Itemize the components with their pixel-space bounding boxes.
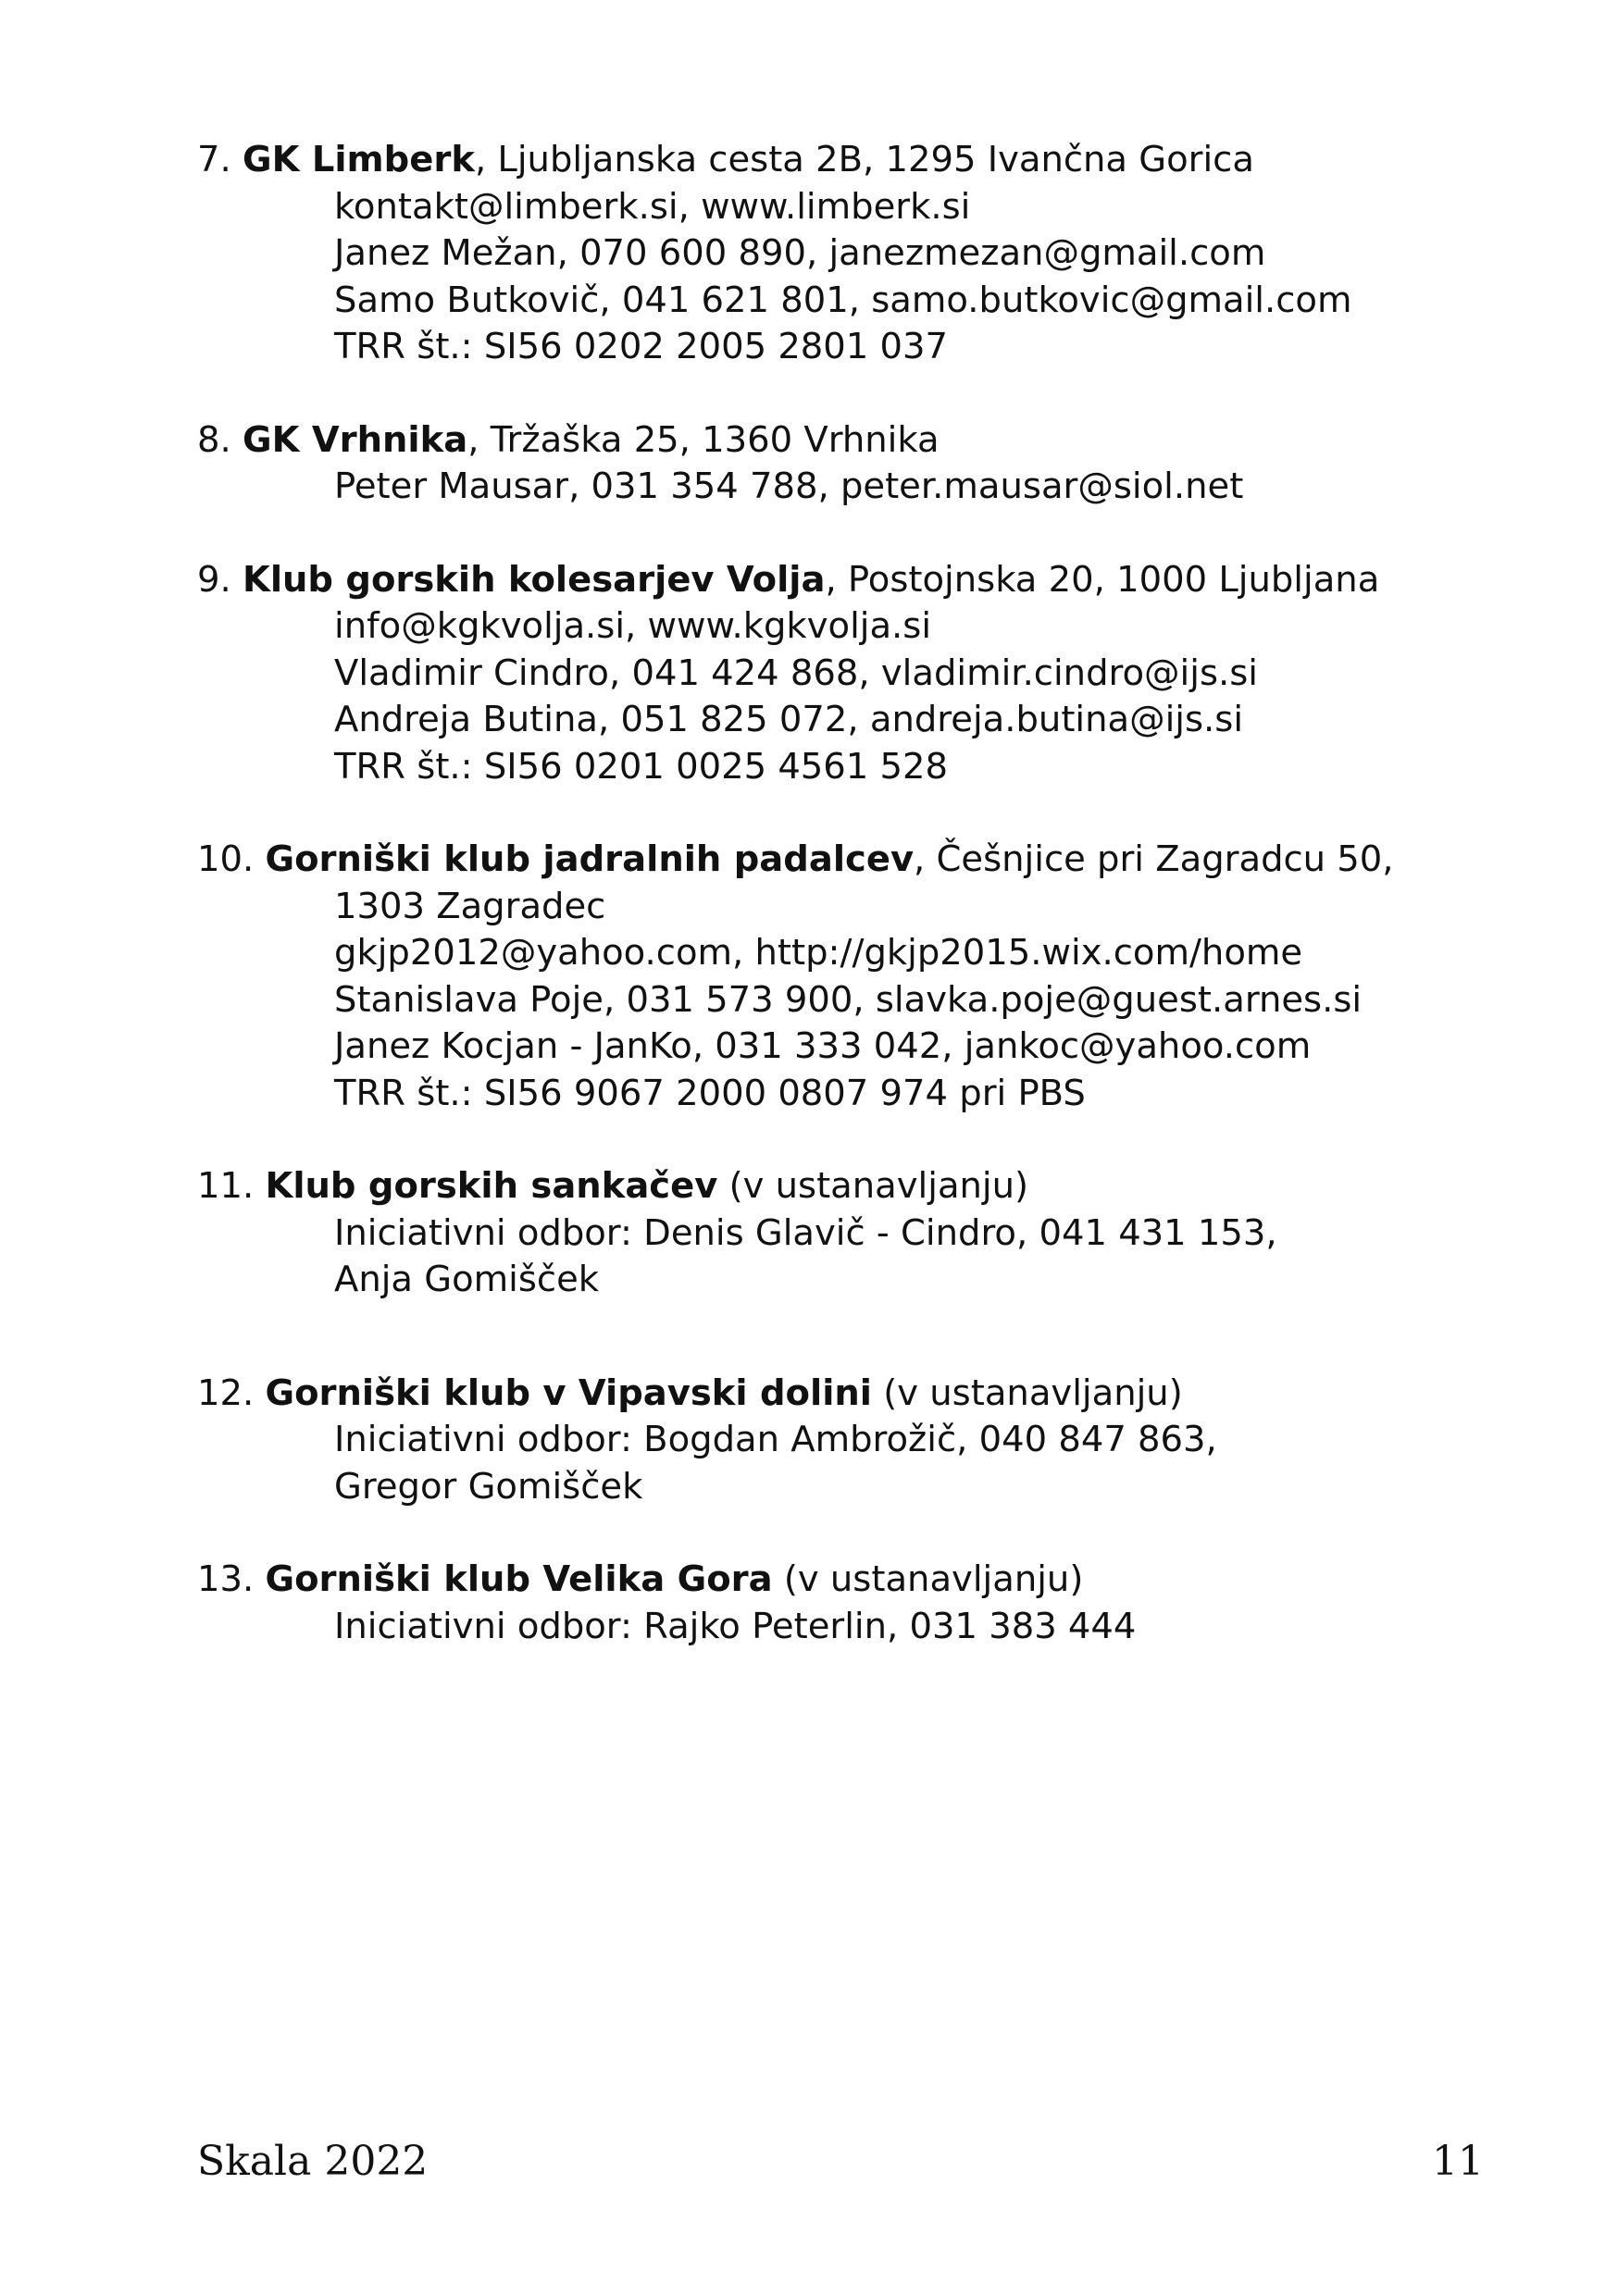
club-entry-13 <box>197 1557 1428 1650</box>
club-entry-11 <box>197 1163 1428 1304</box>
club-contact-line: Peter Mausar, 031 354 788, peter.mausar@siol.net <box>334 465 1244 507</box>
club-name: Gorniški klub jadralnih padalcev <box>265 838 915 880</box>
club-address: , Češnjice pri Zagradcu 50, <box>914 838 1394 880</box>
club-number: 7. <box>197 139 231 180</box>
club-name: GK Limberk <box>242 139 475 180</box>
club-heading <box>197 1371 1428 1418</box>
club-status: (v ustanavljanju) <box>872 1371 1183 1414</box>
club-contact-line: Janez Mežan, 070 600 890, janezmezan@gmail.com <box>334 232 1266 274</box>
club-heading <box>197 417 1428 465</box>
club-contact-line: Gregor Gomišček <box>334 1465 643 1508</box>
club-heading <box>197 837 1428 884</box>
club-address: , Tržaška 25, 1360 Vrhnika <box>467 418 940 461</box>
club-entry-10 <box>197 837 1428 1117</box>
club-name: Gorniški klub Velika Gora <box>265 1558 773 1600</box>
club-heading <box>197 557 1428 604</box>
club-entry-9 <box>197 557 1428 791</box>
page-number: 11 <box>1432 2138 1484 2185</box>
club-address: , Postojnska 20, 1000 Ljubljana <box>825 558 1380 601</box>
club-bank-account: TRR št.: SI56 9067 2000 0807 974 pri PBS <box>334 1072 1086 1114</box>
club-entry-12 <box>197 1371 1428 1511</box>
club-number: 12. <box>197 1371 255 1414</box>
club-contact-line: gkjp2012@yahoo.com, http://gkjp2015.wix.com/home <box>334 932 1303 974</box>
club-bank-account: TRR št.: SI56 0202 2005 2801 037 <box>334 326 949 367</box>
club-contact-line: kontakt@limberk.si, www.limberk.si <box>334 185 971 228</box>
club-heading <box>197 1557 1428 1604</box>
club-number: 11. <box>197 1165 255 1207</box>
club-contact-line: Vladimir Cindro, 041 424 868, vladimir.cindro@ijs.si <box>334 652 1258 694</box>
club-number: 8. <box>197 418 231 461</box>
club-heading <box>197 1163 1428 1210</box>
club-list <box>197 137 1428 1650</box>
club-status: (v ustanavljanju) <box>772 1558 1084 1600</box>
club-name: GK Vrhnika <box>242 418 468 461</box>
club-contact-line: Iniciativni odbor: Bogdan Ambrožič, 040 847 863, <box>334 1419 1217 1460</box>
club-name: Klub gorskih kolesarjev Volja <box>242 558 826 601</box>
club-heading <box>197 137 1428 184</box>
club-bank-account: TRR št.: SI56 0201 0025 4561 528 <box>334 745 949 788</box>
club-status: (v ustanavljanju) <box>717 1165 1029 1207</box>
club-contact-line: Stanislava Poje, 031 573 900, slavka.poje@guest.arnes.si <box>334 978 1363 1021</box>
footer-publication-title: Skala 2022 <box>197 2138 429 2185</box>
club-contact-line: Iniciativni odbor: Denis Glavič - Cindro, 041 431 153, <box>334 1211 1277 1254</box>
club-contact-line: Andreja Butina, 051 825 072, andreja.butina@ijs.si <box>334 699 1244 740</box>
club-contact-line: Janez Kocjan - JanKo, 031 333 042, jankoc@yahoo.com <box>334 1025 1312 1067</box>
club-entry-8 <box>197 417 1428 511</box>
club-entry-7 <box>197 137 1428 371</box>
club-contact-line: Iniciativni odbor: Rajko Peterlin, 031 383 444 <box>334 1605 1137 1647</box>
club-number: 13. <box>197 1558 255 1600</box>
club-contact-line: Anja Gomišček <box>334 1259 600 1300</box>
club-number: 10. <box>197 838 255 880</box>
club-contact-line: Samo Butkovič, 041 621 801, samo.butkovic@gmail.com <box>334 279 1352 321</box>
club-number: 9. <box>197 558 231 601</box>
club-contact-line: info@kgkvolja.si, www.kgkvolja.si <box>334 605 932 647</box>
club-name: Klub gorskih sankačev <box>265 1165 718 1207</box>
club-address-continued: 1303 Zagradec <box>334 885 606 927</box>
club-name: Gorniški klub v Vipavski dolini <box>265 1371 872 1414</box>
club-address: , Ljubljanska cesta 2B, 1295 Ivančna Gorica <box>474 139 1254 180</box>
